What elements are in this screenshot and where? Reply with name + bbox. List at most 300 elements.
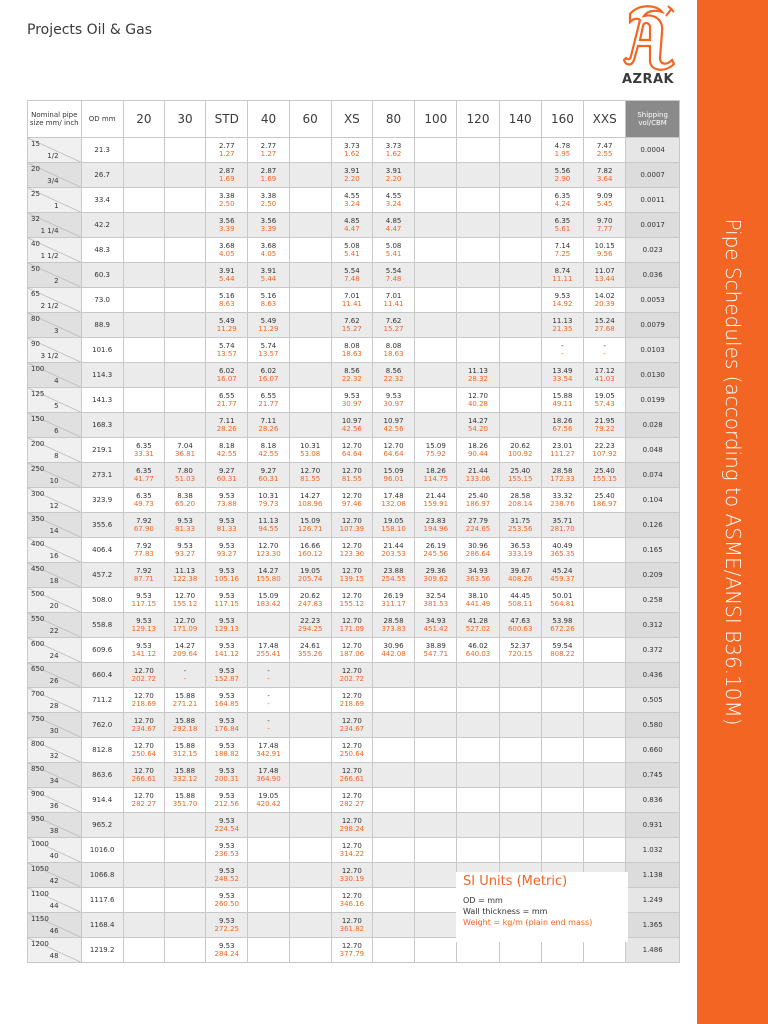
wall-thickness-value: 2.87 [218, 167, 235, 175]
schedule-cell [331, 213, 372, 238]
schedule-cell [164, 463, 205, 488]
weight-value: 441.49 [465, 600, 491, 608]
schedule-cell [415, 913, 457, 938]
weight-value: - [267, 725, 270, 733]
table-row [28, 738, 680, 763]
weight-value: 1.69 [260, 175, 277, 183]
schedule-cell [206, 888, 248, 913]
weight-value: 141.12 [131, 650, 157, 658]
weight-value: 75.92 [425, 450, 446, 458]
wall-thickness-value: 9.53 [177, 517, 193, 525]
weight-value: - [267, 700, 270, 708]
schedule-cell [123, 188, 164, 213]
nps-cell [28, 263, 82, 288]
weight-value: 2.55 [596, 150, 613, 158]
schedule-cell [164, 788, 205, 813]
schedule-cell [584, 288, 626, 313]
schedule-cell [457, 713, 499, 738]
schedule-cell [123, 288, 164, 313]
weight-value: 355.26 [297, 650, 323, 658]
schedule-cell [206, 163, 248, 188]
wall-thickness-value: 12.70 [341, 617, 362, 625]
shipping-cell: 1.032 [626, 838, 680, 863]
weight-value: 253.56 [507, 525, 533, 533]
schedule-cell [499, 838, 541, 863]
schedule-cell [372, 938, 414, 963]
wall-thickness-value: 28.58 [383, 617, 404, 625]
nps-cell [28, 938, 82, 963]
weight-value: 49.11 [552, 400, 573, 408]
weight-value: 33.54 [552, 375, 573, 383]
weight-value: 141.12 [214, 650, 239, 658]
schedule-cell [331, 938, 372, 963]
schedule-cell [289, 538, 331, 563]
weight-value: 60.31 [216, 475, 237, 483]
wall-thickness-value: 3.56 [260, 217, 277, 225]
weight-value: 123.30 [339, 550, 365, 558]
schedule-cell [289, 213, 331, 238]
weight-value: 4.05 [218, 250, 235, 258]
schedule-cell [415, 213, 457, 238]
nps-cell [28, 213, 82, 238]
schedule-cell [331, 388, 372, 413]
schedule-cell [499, 138, 541, 163]
nps-inch: 40 [49, 852, 59, 860]
wall-thickness-value: 26.19 [425, 542, 446, 550]
wall-thickness-value: 4.55 [385, 192, 402, 200]
weight-value: 408.26 [507, 575, 533, 583]
weight-value: 282.27 [131, 800, 157, 808]
schedule-cell [289, 488, 331, 513]
table-row [28, 638, 680, 663]
weight-value: 351.70 [172, 800, 198, 808]
schedule-header: 30 [164, 101, 205, 138]
schedule-cell [331, 688, 372, 713]
table-row [28, 813, 680, 838]
wall-thickness-value: 19.05 [383, 517, 404, 525]
schedule-cell [415, 363, 457, 388]
wall-thickness-value: 20.62 [300, 592, 321, 600]
nps-cell [28, 488, 82, 513]
nps-mm: 600 [31, 640, 45, 648]
schedule-cell [206, 638, 248, 663]
wall-thickness-value: 10.15 [594, 242, 615, 250]
schedule-cell [123, 238, 164, 263]
schedule-cell [457, 738, 499, 763]
schedule-cell [372, 463, 414, 488]
nps-cell [28, 513, 82, 538]
schedule-cell [331, 913, 372, 938]
weight-value: 13.57 [216, 350, 237, 358]
wall-thickness-value: 10.31 [258, 492, 279, 500]
schedule-cell [415, 388, 457, 413]
nps-cell [28, 363, 82, 388]
schedule-cell [415, 713, 457, 738]
weight-value: 245.56 [423, 550, 449, 558]
schedule-cell [415, 863, 457, 888]
schedule-cell [415, 413, 457, 438]
weight-value: 3.24 [385, 200, 402, 208]
od-cell: 273.1 [81, 463, 123, 488]
wall-thickness-value: 53.98 [552, 617, 573, 625]
schedule-cell [331, 638, 372, 663]
table-body [28, 138, 680, 963]
weight-value: 27.68 [594, 325, 615, 333]
schedule-cell [164, 263, 205, 288]
od-cell: 60.3 [81, 263, 123, 288]
schedule-cell [164, 388, 205, 413]
schedule-cell [541, 638, 583, 663]
wall-thickness-value: 28.58 [552, 467, 573, 475]
schedule-cell [457, 188, 499, 213]
wall-thickness-value: 5.49 [260, 317, 277, 325]
nps-cell [28, 838, 82, 863]
schedule-cell [415, 638, 457, 663]
weight-value: 67.56 [552, 425, 573, 433]
schedule-cell [415, 163, 457, 188]
wall-thickness-value: 12.70 [341, 817, 362, 825]
wall-thickness-value: 25.40 [510, 467, 531, 475]
schedule-cell [248, 613, 289, 638]
schedule-cell [331, 613, 372, 638]
weight-value: 314.22 [339, 850, 365, 858]
schedule-cell [415, 138, 457, 163]
schedule-cell [289, 263, 331, 288]
schedule-cell [541, 538, 583, 563]
weight-value: 30.97 [383, 400, 404, 408]
nps-inch: 24 [49, 652, 59, 660]
nps-inch: 36 [49, 802, 59, 810]
schedule-cell [457, 238, 499, 263]
schedule-cell [289, 838, 331, 863]
schedule-cell [206, 938, 248, 963]
schedule-cell [248, 888, 289, 913]
nps-mm: 25 [31, 190, 40, 198]
weight-value: 1.95 [554, 150, 571, 158]
wall-thickness-value: 12.70 [341, 567, 362, 575]
wall-thickness-value: 21.44 [425, 492, 446, 500]
weight-value: 1.62 [344, 150, 360, 158]
schedule-cell [331, 288, 372, 313]
weight-value: 284.24 [214, 950, 239, 958]
wall-thickness-value: 9.53 [218, 792, 235, 800]
schedule-header: STD [206, 101, 248, 138]
schedule-cell [584, 238, 626, 263]
weight-value: 7.77 [596, 225, 613, 233]
nps-cell [28, 863, 82, 888]
schedule-cell [584, 138, 626, 163]
nps-inch: 18 [49, 577, 59, 585]
nps-inch: 1/2 [47, 152, 59, 160]
wall-thickness-value: 59.54 [552, 642, 573, 650]
table-row [28, 163, 680, 188]
shipping-cell: 0.074 [626, 463, 680, 488]
schedule-cell [289, 588, 331, 613]
weight-value: 203.53 [381, 550, 406, 558]
schedule-cell [584, 638, 626, 663]
wall-thickness-value: 11.13 [258, 517, 279, 525]
schedule-cell [331, 163, 372, 188]
schedule-cell [206, 413, 248, 438]
weight-value: 172.33 [550, 475, 575, 483]
schedule-cell [541, 338, 583, 363]
schedule-cell [499, 163, 541, 188]
wall-thickness-value: 16.66 [300, 542, 321, 550]
wall-thickness-value: 12.70 [258, 542, 279, 550]
weight-value: 186.97 [592, 500, 617, 508]
weight-value: 183.42 [256, 600, 281, 608]
weight-value: 53.08 [300, 450, 321, 458]
table-row [28, 588, 680, 613]
schedule-cell [541, 688, 583, 713]
nps-mm: 750 [31, 715, 45, 723]
shipping-cell: 0.104 [626, 488, 680, 513]
logo-text: AZRAK [622, 72, 675, 87]
weight-value: 5.45 [596, 200, 613, 208]
schedule-header: 40 [248, 101, 289, 138]
schedule-cell [457, 538, 499, 563]
schedule-cell [457, 813, 499, 838]
wall-thickness-value: 18.26 [552, 417, 573, 425]
schedule-cell [457, 313, 499, 338]
schedule-cell [206, 338, 248, 363]
weight-value: 171.09 [172, 625, 198, 633]
shipping-header: Shipping vol/CBM [626, 101, 680, 138]
weight-value: 155.15 [592, 475, 617, 483]
weight-value: 155.15 [507, 475, 533, 483]
schedule-cell [584, 663, 626, 688]
wall-thickness-value: 12.70 [341, 442, 362, 450]
weight-value: 123.30 [256, 550, 281, 558]
wall-thickness-value: 11.13 [552, 317, 573, 325]
schedule-cell [541, 738, 583, 763]
weight-value: 2.20 [344, 175, 360, 183]
nps-mm: 90 [31, 340, 40, 348]
weight-value: 286.64 [465, 550, 491, 558]
schedule-cell [372, 738, 414, 763]
weight-value: 155.12 [339, 600, 365, 608]
schedule-cell [499, 713, 541, 738]
wall-thickness-value: 8.74 [554, 267, 571, 275]
schedule-cell [206, 738, 248, 763]
od-cell: 965.2 [81, 813, 123, 838]
wall-thickness-value: 7.92 [136, 517, 152, 525]
schedule-cell [289, 663, 331, 688]
nps-mm: 950 [31, 815, 45, 823]
nps-cell [28, 613, 82, 638]
table-row [28, 463, 680, 488]
weight-value: 67.90 [133, 525, 154, 533]
nps-cell [28, 438, 82, 463]
wall-thickness-value: 5.08 [385, 242, 402, 250]
wall-thickness-value: 38.10 [467, 592, 489, 600]
nps-cell [28, 563, 82, 588]
wall-thickness-value: 7.62 [385, 317, 402, 325]
table-row [28, 288, 680, 313]
shipping-cell: 0.436 [626, 663, 680, 688]
weight-value: 81.33 [216, 525, 237, 533]
schedule-cell [584, 563, 626, 588]
weight-value: 60.31 [258, 475, 279, 483]
weight-value: 7.48 [344, 275, 360, 283]
schedule-cell [584, 488, 626, 513]
schedule-cell [415, 188, 457, 213]
nps-mm: 65 [31, 290, 40, 298]
wall-thickness-value: 7.01 [344, 292, 360, 300]
schedule-cell [248, 638, 289, 663]
schedule-cell [206, 588, 248, 613]
weight-value: 126.71 [297, 525, 323, 533]
schedule-cell [206, 563, 248, 588]
wall-thickness-value: 8.08 [385, 342, 402, 350]
schedule-cell [499, 813, 541, 838]
wall-thickness-value: 3.38 [260, 192, 277, 200]
schedule-cell [499, 413, 541, 438]
schedule-cell [206, 438, 248, 463]
weight-value: 97.46 [341, 500, 362, 508]
schedule-cell [499, 488, 541, 513]
table-row [28, 563, 680, 588]
nps-cell [28, 913, 82, 938]
od-cell: 42.2 [81, 213, 123, 238]
wall-thickness-value: 7.11 [260, 417, 277, 425]
wall-thickness-value: 12.70 [341, 867, 362, 875]
schedule-cell [289, 738, 331, 763]
weight-value: 236.53 [214, 850, 239, 858]
nps-inch: 2 [54, 277, 59, 285]
wall-thickness-value: 22.23 [300, 617, 321, 625]
wall-thickness-value: 10.97 [341, 417, 362, 425]
schedule-cell [289, 813, 331, 838]
schedule-cell [457, 613, 499, 638]
wall-thickness-value: 9.53 [218, 567, 235, 575]
table-row [28, 613, 680, 638]
nps-mm: 450 [31, 565, 45, 573]
schedule-cell [372, 538, 414, 563]
weight-value: - [183, 675, 187, 683]
schedule-cell [164, 313, 205, 338]
schedule-cell [541, 188, 583, 213]
weight-value: 451.42 [423, 625, 449, 633]
schedule-cell [164, 413, 205, 438]
schedule-cell [164, 688, 205, 713]
wall-thickness-value: 9.53 [136, 617, 152, 625]
weight-value: 114.75 [423, 475, 449, 483]
od-cell: 1016.0 [81, 838, 123, 863]
nps-cell [28, 738, 82, 763]
wall-thickness-value: 3.73 [385, 142, 402, 150]
od-cell: 609.6 [81, 638, 123, 663]
schedule-cell [123, 563, 164, 588]
weight-value: 3.39 [218, 225, 235, 233]
nps-inch: 1 1/2 [40, 252, 59, 260]
weight-value: 600.63 [507, 625, 533, 633]
wall-thickness-value: 15.09 [300, 517, 321, 525]
wall-thickness-value: - [603, 342, 606, 350]
wall-thickness-value: 12.70 [133, 667, 154, 675]
wall-thickness-value: 9.53 [218, 742, 235, 750]
schedule-cell [123, 363, 164, 388]
schedule-cell [372, 288, 414, 313]
shipping-cell: 0.0130 [626, 363, 680, 388]
weight-value: 40.28 [467, 400, 489, 408]
schedule-cell [499, 563, 541, 588]
wall-thickness-value: 12.70 [341, 467, 362, 475]
weight-value: 363.56 [465, 575, 491, 583]
weight-value: 234.67 [131, 725, 157, 733]
schedule-cell [372, 588, 414, 613]
schedule-cell [541, 163, 583, 188]
wall-thickness-value: 12.70 [341, 742, 362, 750]
schedule-cell [415, 813, 457, 838]
schedule-cell [415, 463, 457, 488]
nps-mm: 350 [31, 515, 45, 523]
schedule-cell [541, 363, 583, 388]
schedule-cell [331, 413, 372, 438]
schedule-cell [499, 388, 541, 413]
weight-value: 1.27 [218, 150, 235, 158]
nps-inch: 22 [49, 627, 59, 635]
schedule-cell [123, 713, 164, 738]
schedule-cell [206, 463, 248, 488]
wall-thickness-value: 36.53 [510, 542, 531, 550]
weight-value: 117.15 [131, 600, 157, 608]
wall-thickness-value: 15.88 [175, 767, 196, 775]
schedule-cell [415, 313, 457, 338]
weight-value: 81.33 [175, 525, 196, 533]
shipping-cell: 1.365 [626, 913, 680, 938]
schedule-cell [584, 763, 626, 788]
wall-thickness-value: 13.49 [552, 367, 573, 375]
schedule-cell [372, 663, 414, 688]
weight-value: 54.20 [467, 425, 489, 433]
weight-value: 547.71 [423, 650, 449, 658]
schedule-cell [206, 788, 248, 813]
nps-mm: 40 [31, 240, 40, 248]
schedule-cell [415, 563, 457, 588]
schedule-cell [248, 488, 289, 513]
nps-mm: 650 [31, 665, 45, 673]
schedule-cell [123, 688, 164, 713]
wall-thickness-value: 18.26 [425, 467, 446, 475]
wall-thickness-value: 21.44 [383, 542, 404, 550]
weight-value: 365.35 [550, 550, 575, 558]
wall-thickness-value: 3.56 [218, 217, 235, 225]
shipping-cell: 0.258 [626, 588, 680, 613]
weight-value: 260.50 [214, 900, 239, 908]
weight-value: 205.74 [297, 575, 323, 583]
weight-value: 271.21 [172, 700, 198, 708]
od-cell: 219.1 [81, 438, 123, 463]
schedule-cell [289, 188, 331, 213]
schedule-cell [331, 763, 372, 788]
wall-thickness-value: 9.53 [218, 817, 235, 825]
wall-thickness-value: 5.54 [344, 267, 360, 275]
weight-value: 361.82 [339, 925, 365, 933]
shipping-cell: 0.505 [626, 688, 680, 713]
schedule-cell [584, 463, 626, 488]
schedule-cell [248, 913, 289, 938]
schedule-cell [206, 188, 248, 213]
schedule-cell [372, 363, 414, 388]
wall-thickness-value: 41.28 [467, 617, 489, 625]
schedule-cell [289, 238, 331, 263]
schedule-cell [289, 688, 331, 713]
wall-thickness-value: 27.79 [467, 517, 489, 525]
wall-thickness-value: 9.53 [218, 717, 235, 725]
wall-thickness-value: 9.70 [596, 217, 613, 225]
weight-value: 5.44 [260, 275, 277, 283]
